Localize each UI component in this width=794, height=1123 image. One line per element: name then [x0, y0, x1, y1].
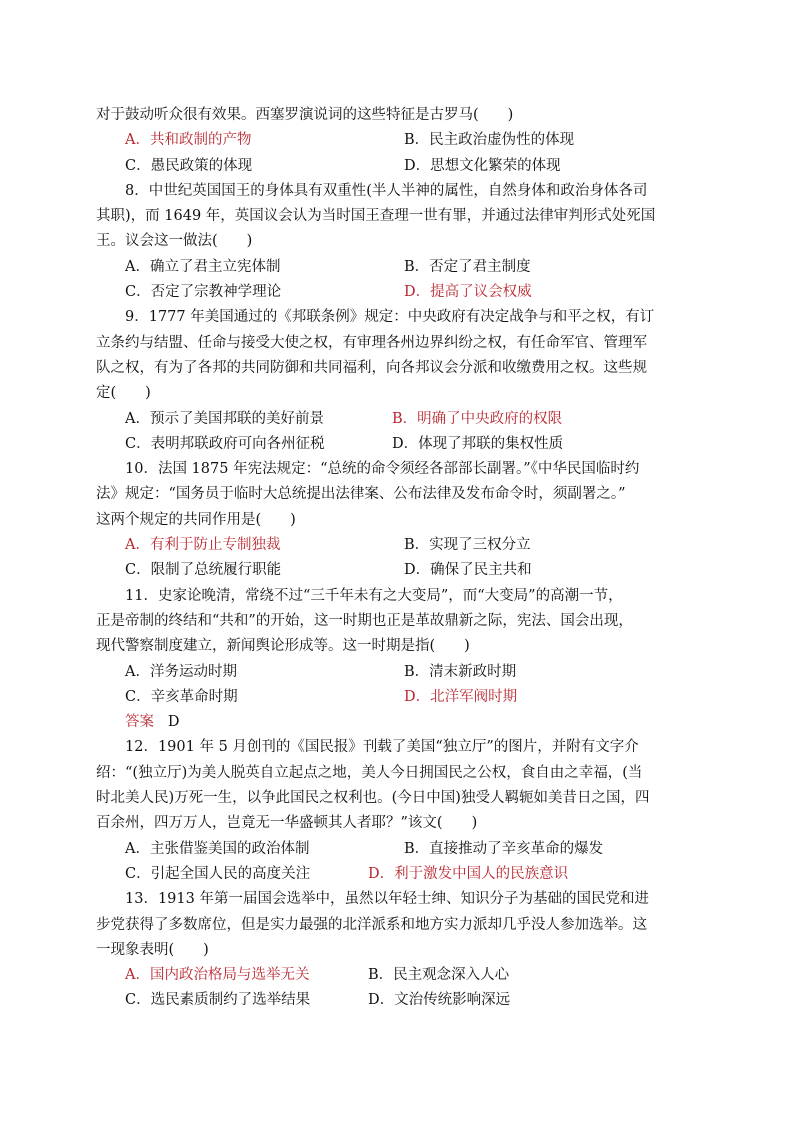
q8-option-c: C．否定了宗教神学理论 [125, 284, 282, 301]
q12-stem-line-4: 百余州，四万万人，岂竟无一华盛顿其人者耶？”该文( ) [96, 815, 478, 832]
q11-stem-line-1: 11．史家论晚清，常绕不过“三千年未有之大变局”，而“大变局”的高潮一节， [125, 587, 623, 604]
q10-stem-line-1: 10．法国 1875 年宪法规定：“总统的命令须经各部部长副署。”《中华民国临时约 [125, 461, 640, 478]
q10-option-b: B．实现了三权分立 [404, 537, 531, 554]
q7-option-c: C．愚民政策的体现 [125, 157, 253, 174]
q8-options-row-2 [96, 280, 700, 305]
answer-value: D [167, 714, 180, 731]
q7-options-row-1 [96, 128, 700, 153]
q11-option-b: B．清末新政时期 [404, 663, 517, 680]
q12-options-row-1 [96, 837, 700, 862]
q8-option-a: A．确立了君主立宪体制 [125, 258, 281, 275]
q13-option-a: A．国内政治格局与选举无关 [125, 967, 310, 984]
q7-option-a: A．共和政制的产物 [125, 132, 252, 149]
q13-option-c: C．选民素质制约了选举结果 [125, 992, 311, 1009]
q11-options-row-1 [96, 660, 700, 685]
q13-stem-line-3: 一现象表明( ) [96, 941, 209, 958]
q7-options-row-2 [96, 154, 700, 179]
q9-stem-line-2: 立条约与结盟、任命与接受大使之权，有审理各州边界纠纷之权，有任命军官、管理军 [96, 334, 647, 351]
q10-stem-line-2: 法》规定：“国务员于临时大总统提出法律案、公布法律及发布命令时，须副署之。” [96, 486, 626, 503]
q10-option-d: D．确保了民主共和 [404, 562, 532, 579]
q13-options-row-1 [96, 963, 700, 988]
q9-stem-line-3: 队之权，有为了各邦的共同防御和共同福利，向各邦议会分派和收缴费用之权。这些规 [96, 359, 647, 376]
q9-option-a: A．预示了美国邦联的美好前景 [125, 410, 324, 427]
q11-options-row-2 [96, 685, 700, 710]
q12-option-c: C．引起全国人民的高度关注 [125, 865, 311, 882]
q12-option-d: D．利于激发中国人的民族意识 [368, 865, 569, 882]
q12-stem-line-2: 绍：“(独立厅)为美人脱英自立起点之地，美人今日拥国民之公权，食自由之幸福，(当 [96, 764, 643, 781]
q12-option-b: B．直接推动了辛亥革命的爆发 [404, 840, 604, 857]
q13-option-b: B．民主观念深入人心 [368, 967, 510, 984]
q10-stem-line-3: 这两个规定的共同作用是( ) [96, 511, 296, 528]
q12-options-row-2 [96, 862, 700, 887]
q10-option-c: C．限制了总统履行职能 [125, 562, 282, 579]
q11-stem-line-3: 现代警察制度建立，新闻舆论形成等。这一时期是指( ) [96, 638, 470, 655]
q11-option-c: C．辛亥革命时期 [125, 688, 238, 705]
q9-stem-line-1: 9．1777 年美国通过的《邦联条例》规定：中央政府有决定战争与和平之权，有订 [125, 309, 655, 326]
q13-stem-line-2: 步党获得了多数席位，但是实力最强的北洋派系和地方实力派却几乎没人参加选举。这 [96, 916, 647, 933]
q8-stem-line-1: 8．中世纪英国国王的身体具有双重性(半人半神的属性，自然身体和政治身体各司 [125, 182, 648, 199]
q12-stem-line-3: 时北美人民)万死一生，以争此国民之权利也。(今日中国)独受人羁轭如美昔日之国，四 [96, 790, 650, 807]
q10-options-row-1 [96, 533, 700, 558]
q11-option-d: D．北洋军阀时期 [404, 688, 518, 705]
q9-option-b: B．明确了中央政府的权限 [392, 410, 563, 427]
q11-answer [96, 710, 700, 735]
q9-stem-line-4: 定( ) [96, 385, 151, 402]
exam-page [96, 103, 700, 1014]
q8-option-b: B．否定了君主制度 [404, 258, 531, 275]
q7-option-b: B．民主政治虚伪性的体现 [404, 132, 575, 149]
q11-stem-line-2: 正是帝制的终结和“共和”的开始，这一时期也正是革故鼎新之际，宪法、国会出现， [96, 612, 633, 629]
q7-stem-tail: 对于鼓动听众很有效果。西塞罗演说词的这些特征是古罗马( ) [96, 107, 514, 123]
q9-options-row-2 [96, 432, 700, 457]
q8-stem-line-2: 其职)，而 1649 年，英国议会认为当时国王查理一世有罪，并通过法律审判形式处死国 [96, 208, 656, 225]
q10-options-row-2 [96, 558, 700, 583]
q9-options-row-1 [96, 407, 700, 432]
q7-option-d: D．思想文化繁荣的体现 [404, 157, 561, 174]
q8-stem-line-3: 王。议会这一做法( ) [96, 233, 253, 250]
q13-stem-line-1: 13．1913 年第一届国会选举中，虽然以年轻士绅、知识分子为基础的国民党和进 [125, 891, 649, 908]
q12-stem-line-1: 12．1901 年 5 月创刊的《国民报》刊载了美国“独立厅”的图片，并附有文字介 [125, 739, 639, 756]
answer-label: 答案 [125, 714, 154, 731]
q9-option-c: C．表明邦联政府可向各州征税 [125, 435, 325, 452]
q8-option-d: D．提高了议会权威 [404, 284, 532, 301]
q10-option-a: A．有利于防止专制独裁 [125, 537, 281, 554]
q11-option-a: A．洋务运动时期 [125, 663, 237, 680]
q8-options-row-1 [96, 255, 700, 280]
q13-option-d: D．文治传统影响深远 [368, 992, 511, 1009]
q13-options-row-2 [96, 988, 700, 1013]
q9-option-d: D．体现了邦联的集权性质 [392, 435, 564, 452]
q12-option-a: A．主张借鉴美国的政治体制 [125, 840, 310, 857]
